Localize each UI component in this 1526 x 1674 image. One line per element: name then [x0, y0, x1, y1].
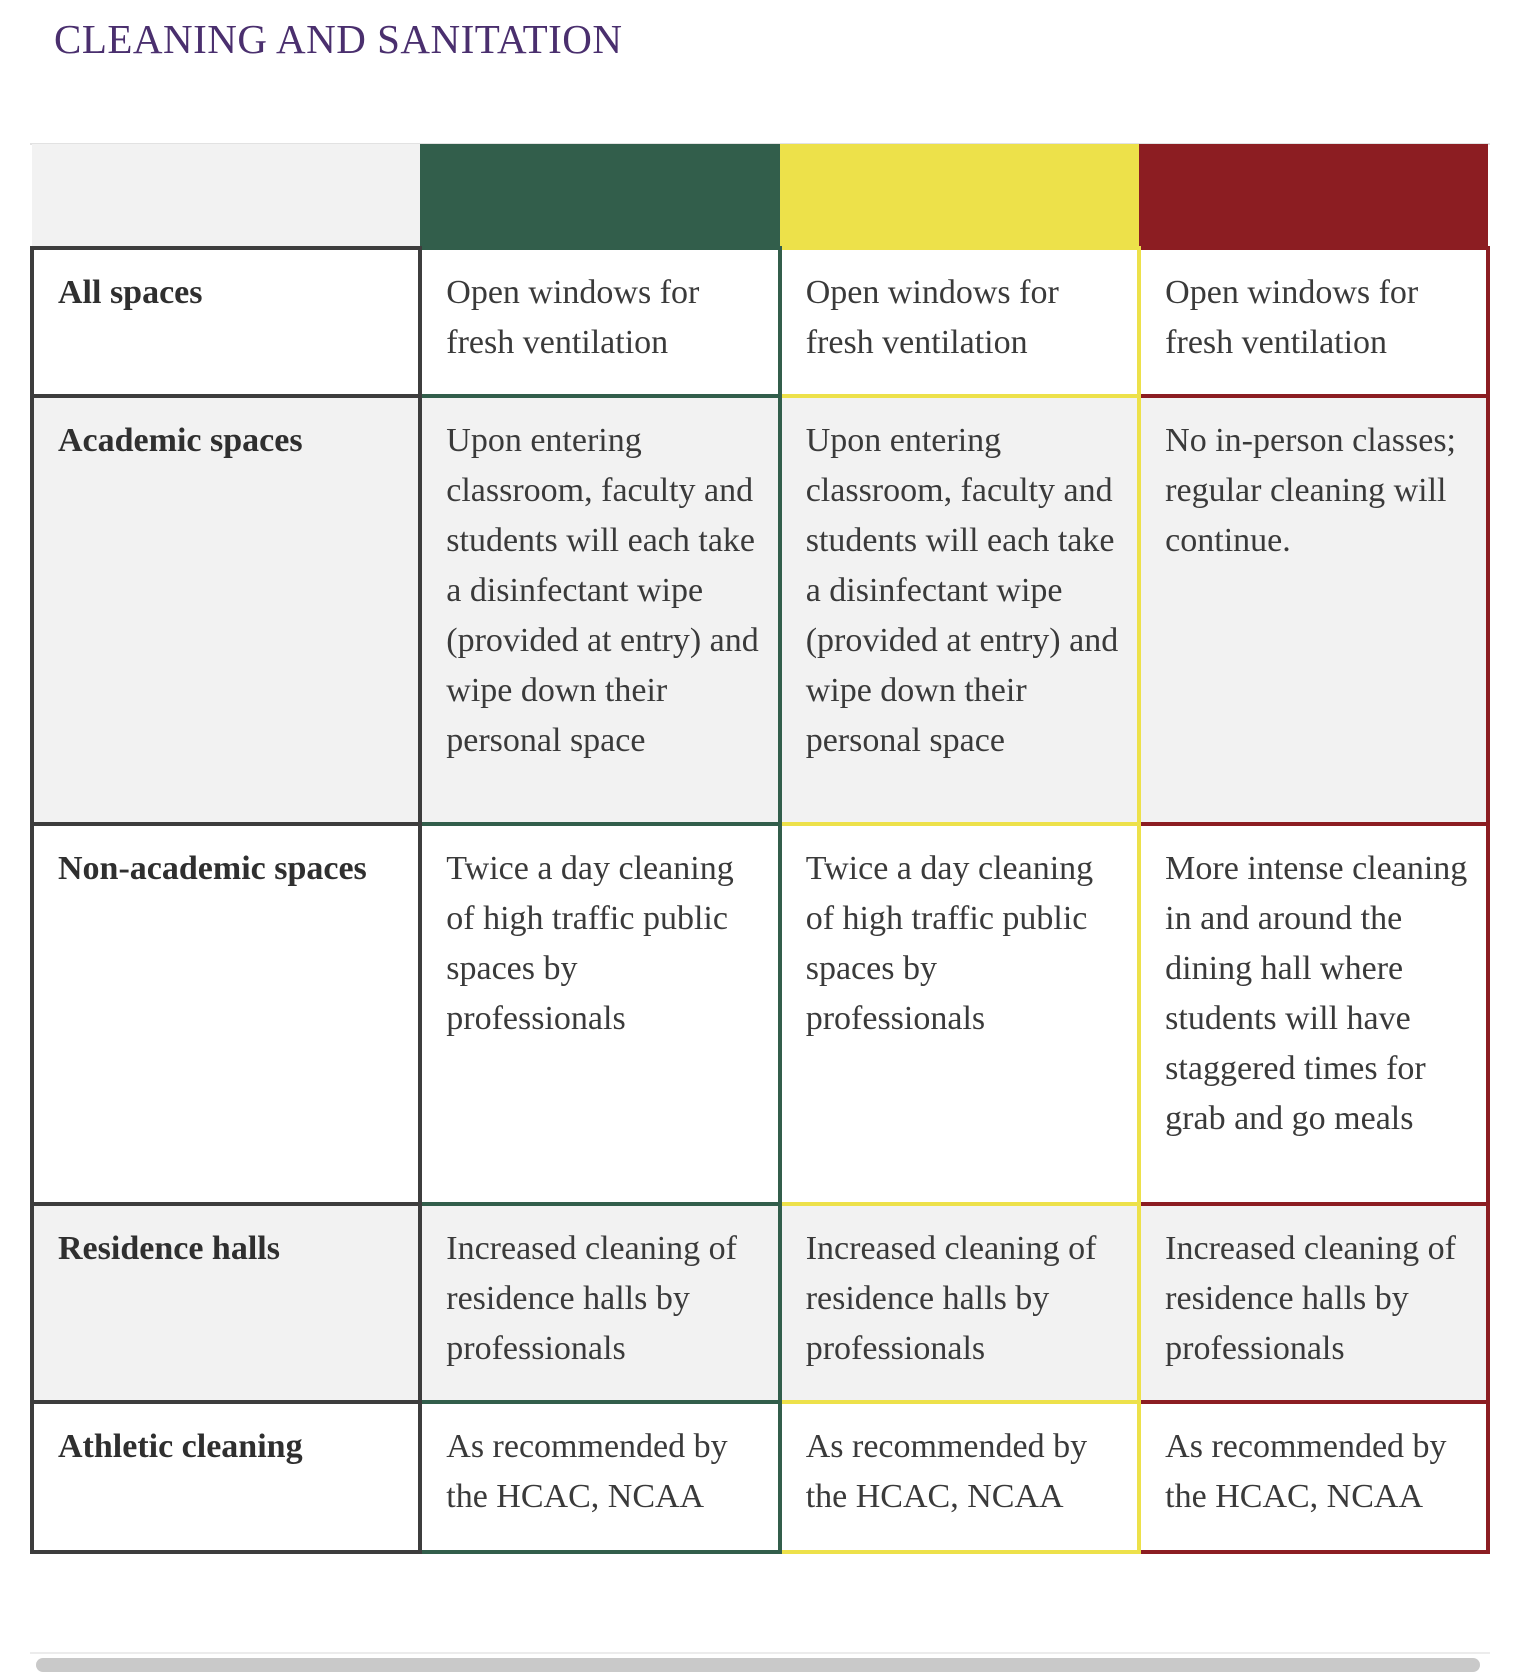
- cell-all-spaces-green: Open windows for fresh ventilation: [420, 248, 779, 396]
- cell-residence-halls-yellow: Increased cleaning of residence halls by professionals: [780, 1204, 1139, 1402]
- row-label-all-spaces: All spaces: [32, 248, 420, 396]
- table-row: [32, 248, 1488, 396]
- cleaning-table: [30, 144, 1490, 1554]
- header-yellow-level: [780, 144, 1139, 248]
- header-red-level: [1139, 144, 1488, 248]
- cell-athletic-cleaning-green: As recommended by the HCAC, NCAA: [420, 1402, 779, 1552]
- horizontal-scrollbar[interactable]: [30, 1656, 1490, 1674]
- table-header-row: [32, 144, 1488, 248]
- row-label-academic-spaces: Academic spaces: [32, 396, 420, 824]
- cell-non-academic-spaces-red: More intense cleaning in and around the dining hall where students will have staggered times for grab and go meals: [1139, 824, 1488, 1204]
- table-bottom-divider: [30, 1652, 1490, 1654]
- row-label-non-academic-spaces: Non-academic spaces: [32, 824, 420, 1204]
- cell-all-spaces-yellow: Open windows for fresh ventilation: [780, 248, 1139, 396]
- cell-non-academic-spaces-yellow: Twice a day cleaning of high traffic public spaces by professionals: [780, 824, 1139, 1204]
- table-row: [32, 1402, 1488, 1552]
- cell-academic-spaces-green: Upon entering classroom, faculty and students will each take a disinfectant wipe (provided at entry) and wipe down their personal space: [420, 396, 779, 824]
- row-label-athletic-cleaning: Athletic cleaning: [32, 1402, 420, 1552]
- cell-residence-halls-green: Increased cleaning of residence halls by professionals: [420, 1204, 779, 1402]
- page-title: CLEANING AND SANITATION: [54, 16, 623, 62]
- cell-athletic-cleaning-red: As recommended by the HCAC, NCAA: [1139, 1402, 1488, 1552]
- table-row: [32, 396, 1488, 824]
- cell-all-spaces-red: Open windows for fresh ventilation: [1139, 248, 1488, 396]
- table-row: [32, 1204, 1488, 1402]
- scrollbar-thumb[interactable]: [36, 1658, 1480, 1672]
- cell-academic-spaces-yellow: Upon entering classroom, faculty and students will each take a disinfectant wipe (provided at entry) and wipe down their personal space: [780, 396, 1139, 824]
- header-green-level: [420, 144, 779, 248]
- table-row: [32, 824, 1488, 1204]
- cleaning-table-container: [30, 144, 1490, 1554]
- cell-residence-halls-red: Increased cleaning of residence halls by professionals: [1139, 1204, 1488, 1402]
- cell-athletic-cleaning-yellow: As recommended by the HCAC, NCAA: [780, 1402, 1139, 1552]
- row-label-residence-halls: Residence halls: [32, 1204, 420, 1402]
- cell-academic-spaces-red: No in-person classes; regular cleaning will continue.: [1139, 396, 1488, 824]
- header-empty-cell: [32, 144, 420, 248]
- cell-non-academic-spaces-green: Twice a day cleaning of high traffic public spaces by professionals: [420, 824, 779, 1204]
